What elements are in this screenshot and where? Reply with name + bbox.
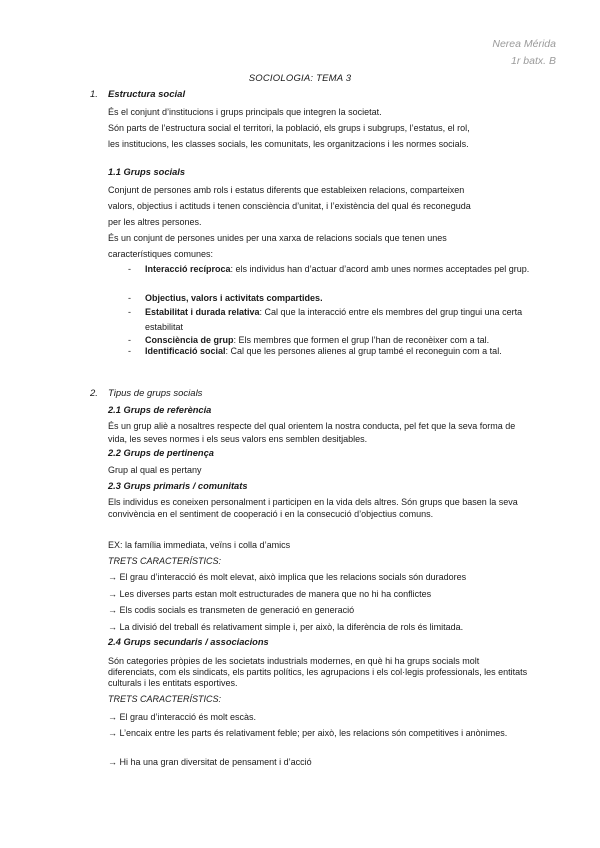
trait-item: → Els codis socials es transmeten de generació en generació <box>108 605 355 615</box>
trait-item: → Les diverses parts estan molt estructurades de manera que no hi ha conflictes <box>108 589 432 599</box>
section-1-number: 1. <box>90 89 98 100</box>
subsection-1-1-line: És un conjunt de persones unides per una xarxa de relacions socials que tenen unes <box>108 233 447 243</box>
traits-label: TRETS CARACTERÍSTICS: <box>108 694 222 704</box>
subsection-1-1-line: Conjunt de persones amb rols i estatus diferents que estableixen relacions, comparteixen <box>108 185 465 195</box>
trait-item: → El grau d’interacció és molt elevat, això implica que les relacions socials són duradores <box>108 572 467 582</box>
trait-item: → El grau d’interacció és molt escàs. <box>108 712 257 722</box>
traits-label: TRETS CARACTERÍSTICS: <box>108 556 222 566</box>
bullet-dash: - <box>128 335 131 345</box>
bullet-text: : Els membres que formen el grup l’han de reconèixer com a tal. <box>233 335 490 345</box>
bullet-text: : Cal que la interacció entre els membres del grup tingui una certa estabilitat <box>145 307 523 332</box>
list-item <box>128 262 538 292</box>
section-1-line: les institucions, les classes socials, les comunitats, les organitzacions i les normes socials. <box>108 139 469 149</box>
section-1-line: Són parts de l’estructura social el territori, la població, els grups i subgrups, l’estatus, el rol, <box>108 123 470 133</box>
subsection-2-1-text: És un grup aliè a nosaltres respecte del qual orientem la nostra conducta, pel fet que la seva forma de vida, les seves normes i els seus valors ens semblen desitjables. <box>108 421 516 444</box>
bullet-dash: - <box>128 293 131 303</box>
author-name: Nerea Mérida <box>492 38 556 50</box>
bullet-term: Objectius, valors i activitats compartides. <box>145 293 323 303</box>
subsection-2-4-heading: 2.4 Grups secundaris / associacions <box>108 637 269 647</box>
bullet-text: : Cal que les persones alienes al grup també el reconeguin com a tal. <box>225 346 502 356</box>
section-2-heading: Tipus de grups socials <box>108 388 203 399</box>
bullet-dash: - <box>128 264 131 274</box>
example-line: EX: la família immediata, veïns i colla d’amics <box>108 540 291 550</box>
section-1-line: És el conjunt d’institucions i grups principals que integren la societat. <box>108 107 382 117</box>
subsection-2-4-text: Són categories pròpies de les societats industrials modernes, en què hi ha grups socials molt diferenciats, com els sindicats, els partits polítics, les agrupacions i els col·legis professionals, les entitats culturals i les entitats esportives. <box>108 656 528 688</box>
list-item <box>128 291 538 306</box>
bullet-text: : els individus han d’actuar d’acord amb unes normes acceptades pel grup. <box>230 264 530 274</box>
course-label: 1r batx. B <box>511 55 556 67</box>
subsection-1-1-heading: 1.1 Grups socials <box>108 167 185 177</box>
bullet-dash: - <box>128 307 131 317</box>
page-header <box>492 36 556 70</box>
list-item <box>128 344 538 374</box>
trait-item: → Hi ha una gran diversitat de pensament i d’acció <box>108 757 312 767</box>
subsection-2-1-heading: 2.1 Grups de referència <box>108 405 212 415</box>
bullet-term: Identificació social <box>145 346 226 356</box>
subsection-2-2-text: Grup al qual es pertany <box>108 465 202 475</box>
section-1-heading: Estructura social <box>108 89 186 100</box>
bullet-term: Consciència de grup <box>145 335 234 345</box>
document-title: SOCIOLOGIA: TEMA 3 <box>248 73 352 84</box>
bullet-term: Estabilitat i durada relativa <box>145 307 260 317</box>
subsection-1-1-line: per les altres persones. <box>108 217 202 227</box>
bullet-dash: - <box>128 346 131 356</box>
trait-item: → L’encaix entre les parts és relativament feble; per això, les relacions són competitives i anònimes. <box>108 728 508 738</box>
trait-item: → La divisió del treball és relativament simple i, per això, la diferència de rols és limitada. <box>108 622 464 632</box>
subsection-2-3-heading: 2.3 Grups primaris / comunitats <box>108 481 248 491</box>
bullet-term: Interacció recíproca <box>145 264 231 274</box>
subsection-2-3-text: Els individus es coneixen personalment i participen en la vida dels altres. Són grups que basen la seva convivència en el sentiment de cooperació i en la consecució d’objectius comuns. <box>108 497 518 519</box>
list-item <box>128 305 538 335</box>
section-2-number: 2. <box>90 388 98 399</box>
subsection-2-2-heading: 2.2 Grups de pertinença <box>108 448 214 458</box>
subsection-1-1-line: característiques comunes: <box>108 249 214 259</box>
subsection-1-1-line: valors, objectius i actituds i tenen consciència d’unitat, i l’existència del qual és reconeguda <box>108 201 471 211</box>
